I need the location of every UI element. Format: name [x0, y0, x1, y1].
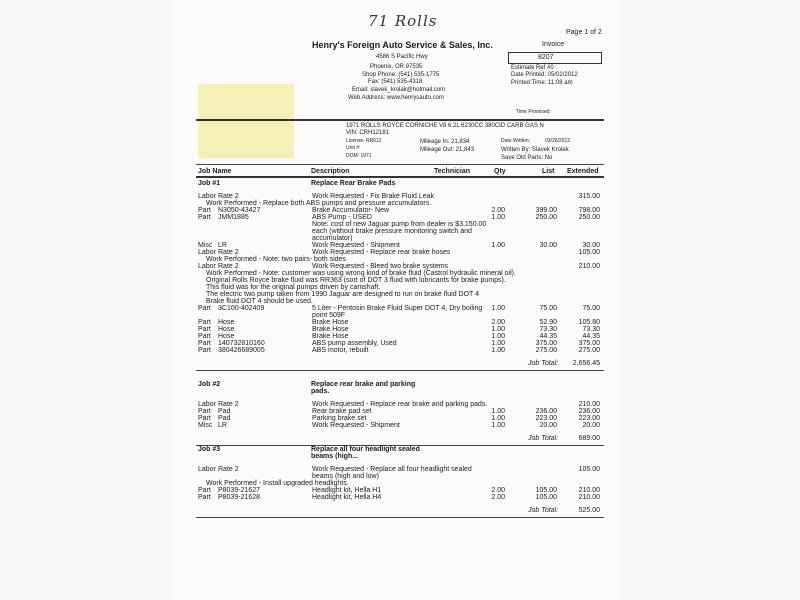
mileage-out: Mileage Out: 21,843	[420, 147, 475, 153]
line-type: Part	[198, 415, 211, 422]
line-list-price: 30.00	[539, 242, 557, 249]
line-extended-price: 375.00	[578, 340, 600, 347]
line-extended-price: 798.00	[578, 207, 600, 214]
column-header-top-rule	[196, 164, 604, 165]
line-code: 3C100-402409	[218, 305, 265, 312]
line-qty: 2.00	[491, 319, 505, 326]
line-type: Part	[198, 326, 211, 333]
line-description: Work Requested - Bleed two brake systems	[312, 263, 449, 270]
line-extended-price: 20.00	[582, 422, 600, 429]
line-code: Rate 2	[218, 193, 239, 200]
line-description: beams (high and low)	[312, 473, 379, 480]
line-type: Part	[198, 340, 211, 347]
line-description: Brake Hose	[312, 326, 349, 333]
line-code: P8039-21628	[218, 494, 261, 501]
written-by: Written By: Slavek Krolak	[501, 147, 569, 153]
line-code: P8039-21627	[218, 487, 261, 494]
line-extended-price: 210.00	[578, 494, 600, 501]
line-extended-price: 105.80	[578, 319, 600, 326]
save-old-parts: Save Old Parts: No	[501, 155, 553, 161]
line-extended-price: 223.00	[578, 415, 600, 422]
column-job-name: Job Name	[198, 168, 232, 175]
line-type: Labor	[198, 466, 216, 473]
line-description: each (without brake pressure monitoring switch and	[312, 228, 472, 235]
estimate-ref: Estimate Ref #0	[511, 65, 554, 71]
line-list-price: 75.00	[539, 305, 557, 312]
line-code: Hose	[218, 333, 235, 340]
handwritten-note: 71 Rolls	[368, 12, 438, 30]
line-description: point 509F	[312, 312, 346, 319]
sticky-note	[198, 84, 294, 158]
line-type: Misc	[198, 422, 213, 429]
line-list-price: 105.00	[535, 487, 557, 494]
vehicle-unit: Unit #:	[346, 145, 361, 151]
line-qty: 1.00	[491, 340, 505, 347]
line-code: Hose	[218, 326, 235, 333]
line-extended-price: 30.00	[582, 242, 600, 249]
job-title: pads.	[311, 388, 330, 395]
line-extended-price: 250.00	[578, 214, 600, 221]
line-type: Part	[198, 207, 211, 214]
line-description: Headlight kit, Hella H4	[312, 494, 382, 501]
line-description: Work Requested - Replace rear brake hoses	[312, 249, 451, 256]
work-performed-note: The electric two pump taken from 1990 Jaguar are designed to run on brake fluid DOT 4	[206, 291, 480, 298]
document-type: Invoice	[542, 41, 565, 48]
column-extended: Extended	[567, 168, 599, 175]
job-id: Job #1	[198, 180, 221, 187]
line-extended-price: 210.00	[578, 487, 600, 494]
line-type: Part	[198, 494, 211, 501]
line-list-price: 250.00	[535, 214, 557, 221]
line-type: Part	[198, 347, 211, 354]
mileage-in: Mileage In: 21,834	[420, 139, 470, 145]
job-title: Replace all four headlight sealed	[311, 446, 420, 453]
line-qty: 1.00	[491, 415, 505, 422]
date-written-value: 03/26/2012	[545, 138, 571, 144]
job-total-label: Job Total:	[528, 360, 559, 367]
work-performed-note: Work Performed - Note: customer was using wrong kind of brake fluid (Castrol hydraulic mineral oil).	[206, 270, 516, 277]
time-promised-label: Time Promised:	[516, 109, 551, 115]
line-type: Part	[198, 333, 211, 340]
line-description: Work Requested - Replace rear brake and parking pads.	[312, 401, 488, 408]
date-written-label: Date Written:	[501, 138, 531, 144]
work-performed-note: Work Performed - Replace both ABS pumps and pressure accumulators.	[206, 200, 432, 207]
line-qty: 1.00	[491, 347, 505, 354]
line-description: Brake Hose	[312, 319, 349, 326]
line-type: Labor	[198, 193, 216, 200]
line-description: Work Requested - Replace all four headlight sealed	[312, 466, 472, 473]
company-name: Henry's Foreign Auto Service & Sales, Inc.	[312, 40, 493, 50]
line-qty: 1.00	[491, 305, 505, 312]
date-printed: Date Printed: 05/02/2012	[511, 72, 578, 78]
line-description: Parking brake set	[312, 415, 367, 422]
line-extended-price: 73.30	[582, 326, 600, 333]
work-performed-note: Work Performed - Install upgraded headlights.	[206, 480, 349, 487]
job-title: Replace rear brake and parking	[311, 381, 416, 388]
line-description: ABS motor, rebuilt	[312, 347, 369, 354]
line-code: Rate 2	[218, 466, 239, 473]
line-qty: 1.00	[491, 422, 505, 429]
line-extended-price: 105.00	[578, 249, 600, 256]
line-description: ABS pump assembly, Used	[312, 340, 397, 347]
line-type: Part	[198, 319, 211, 326]
line-list-price: 399.00	[535, 207, 557, 214]
line-description: Brake Hose	[312, 333, 349, 340]
line-extended-price: 315.00	[578, 193, 600, 200]
line-type: Part	[198, 408, 211, 415]
line-code: LR	[218, 242, 227, 249]
line-code: Pad	[218, 415, 231, 422]
line-qty: 2.00	[491, 207, 505, 214]
line-description: 5 Liter - Pentosin Brake Fluid Super DOT 4, Dry boiling	[312, 305, 483, 312]
invoice-number-box	[508, 52, 602, 64]
line-list-price: 105.00	[535, 494, 557, 501]
line-qty: 1.00	[491, 333, 505, 340]
line-type: Labor	[198, 249, 216, 256]
line-code: Pad	[218, 408, 231, 415]
company-address-line1: 4586 S Pacific Hwy	[376, 54, 428, 60]
line-code: Rate 2	[218, 263, 239, 270]
fax-number: Fax: (541) 535-4318	[368, 79, 423, 85]
line-code: N3050-43427	[218, 207, 261, 214]
job-total-value: 525.00	[578, 507, 600, 514]
line-list-price: 20.00	[539, 422, 557, 429]
work-performed-note: Original Rolls Royce brake fluid was RR363 (sort of DOT 3 fluid with lubricants for brake pumps).	[206, 277, 506, 284]
work-performed-note: Work Performed - Note: two pairs- both sides	[206, 256, 346, 263]
job-title: beams (high...	[311, 453, 359, 460]
line-description: Brake Accumulator- New	[312, 207, 390, 214]
line-code: LR	[218, 422, 227, 429]
column-description: Description	[311, 168, 350, 175]
line-list-price: 375.00	[535, 340, 557, 347]
work-performed-note: Brake fluid DOT 4 should be used.	[206, 298, 313, 305]
line-extended-price: 75.00	[582, 305, 600, 312]
header-divider	[196, 119, 604, 121]
invoice-number: 8207	[538, 54, 554, 61]
line-qty: 1.00	[491, 408, 505, 415]
company-address-line2: Phoenix, OR 97535	[370, 64, 423, 70]
email-address: Email: slavek_krolak@hotmail.com	[352, 87, 446, 93]
line-extended-price: 105.00	[578, 466, 600, 473]
line-qty: 1.00	[491, 214, 505, 221]
line-type: Part	[198, 305, 211, 312]
job-divider	[196, 370, 604, 371]
vehicle-dom: DOM: 1971	[346, 153, 372, 159]
line-code: JMM1885	[218, 214, 249, 221]
line-code: Rate 2	[218, 401, 239, 408]
web-address: Web Address: www.henrysauto.com	[348, 95, 444, 101]
line-extended-price: 210.00	[578, 263, 600, 270]
line-extended-price: 275.00	[578, 347, 600, 354]
line-qty: 1.00	[491, 242, 505, 249]
line-list-price: 73.30	[539, 326, 557, 333]
shop-phone: Shop Phone: (541) 535-1775	[362, 72, 440, 78]
line-extended-price: 236.00	[578, 408, 600, 415]
page-info: Page 1 of 2	[566, 29, 602, 36]
line-qty: 2.00	[491, 494, 505, 501]
job-id: Job #3	[198, 446, 221, 453]
line-type: Labor	[198, 401, 216, 408]
line-type: Misc	[198, 242, 213, 249]
line-code: 140732810160	[218, 340, 265, 347]
line-description: Rear brake pad set	[312, 408, 372, 415]
line-description: Work Requested - Fix Brake Fluid Leak	[312, 193, 435, 200]
column-list: List	[542, 168, 555, 175]
job-title: Replace Rear Brake Pads	[311, 180, 396, 187]
column-technician: Technician	[434, 168, 471, 175]
job-id: Job #2	[198, 381, 221, 388]
line-description: Note: cost of new Jaguar pump from dealer is $3,150.00	[312, 221, 487, 228]
vehicle-license: License: RR612	[346, 138, 382, 144]
line-qty: 2.00	[491, 487, 505, 494]
job-total-value: 2,656.45	[572, 360, 600, 367]
line-list-price: 52.90	[539, 319, 557, 326]
vehicle-description: 1971 ROLLS ROYCE CORNICHE V8 6.2L 6230CC 380CID CARB GAS N	[346, 123, 544, 129]
printed-time: Printed Time: 11:08 am	[511, 80, 573, 86]
line-extended-price: 210.00	[578, 401, 600, 408]
line-list-price: 223.00	[535, 415, 557, 422]
job-divider	[196, 517, 604, 518]
line-list-price: 236.00	[535, 408, 557, 415]
job-total-value: 689.00	[578, 435, 600, 442]
line-code: Hose	[218, 319, 235, 326]
line-type: Part	[198, 487, 211, 494]
work-performed-note: This fluid was for the original pumps driven by camshaft.	[206, 284, 381, 291]
line-list-price: 44.35	[539, 333, 557, 340]
job-total-label: Job Total:	[528, 435, 559, 442]
column-header-bottom-rule	[196, 176, 604, 178]
line-description: ABS Pump - USED	[312, 214, 372, 221]
line-description: accumulator)	[312, 235, 353, 242]
line-qty: 1.00	[491, 326, 505, 333]
line-code: 380426689005	[218, 347, 265, 354]
line-code: Rate 2	[218, 249, 239, 256]
column-qty: Qty	[494, 168, 506, 175]
line-list-price: 275.00	[535, 347, 557, 354]
job-total-label: Job Total:	[528, 507, 559, 514]
line-extended-price: 44.35	[582, 333, 600, 340]
line-type: Part	[198, 214, 211, 221]
line-description: Work Requested - Shipment	[312, 422, 400, 429]
line-description: Headlight kit, Hella H1	[312, 487, 382, 494]
line-description: Work Requested - Shipment	[312, 242, 400, 249]
line-type: Labor	[198, 263, 216, 270]
vehicle-vin: VIN: CRH12181	[346, 130, 390, 136]
